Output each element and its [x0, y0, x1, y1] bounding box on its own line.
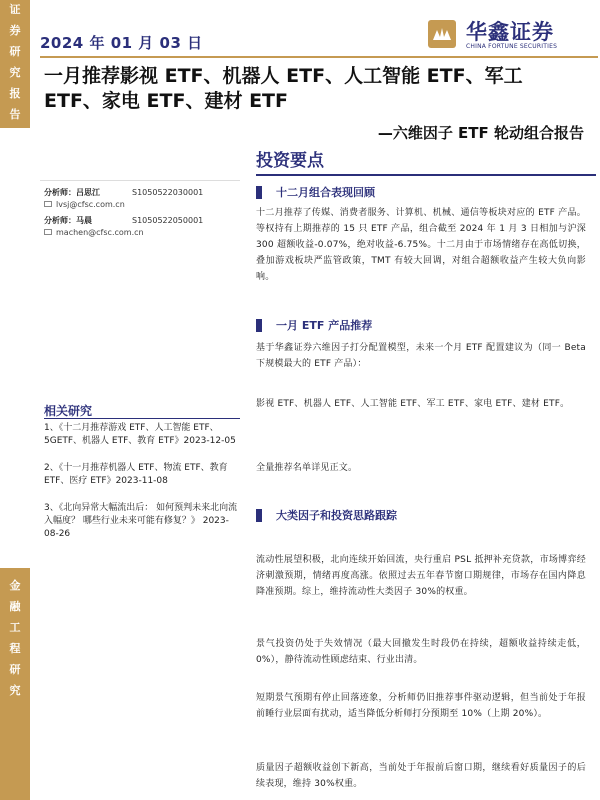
section-heading: 大类因子和投资思路跟踪: [256, 506, 397, 524]
logo-text-en: CHINA FORTUNE SECURITIES: [466, 43, 558, 50]
header-rule: [40, 56, 598, 58]
paragraph: 流动性展望积极，北向连续开始回流，央行重启 PSL 抵押补充贷款，市场博弈经济刺激预期，情绪再度高涨。依照过去五年春节窗口期规律，市场存在国内降息降准预期。综上，维持流动性大类因子 30%的权重。: [256, 555, 586, 597]
analyst-block-1: [44, 186, 244, 210]
sidebar: [0, 0, 30, 800]
company-logo: [428, 16, 598, 52]
sidebar-label-top: 证 券 研 究 报 告: [9, 3, 21, 121]
mail-icon: [44, 229, 52, 235]
analyst-name: 分析师：吕思江: [44, 187, 100, 197]
sidebar-label-bottom: 金 融 工 程 研 究: [9, 579, 21, 697]
related-item[interactable]: 2、《十一月推荐机器人 ETF、物流 ETF、教育 ETF、医疗 ETF》2023-11-08: [44, 463, 228, 486]
paragraph: 基于华鑫证券六维因子打分配置模型，未来一个月 ETF 配置建议为（同一 Beta 下规模最大的 ETF 产品）：: [256, 343, 586, 369]
paragraph: 短期景气预期有停止回落迹象，分析师仍旧推荐事件驱动逻辑，但当前处于年报前睡行业层面有扰动，适当降低分析师打分预期至 10%（上期 20%）。: [256, 693, 586, 719]
related-research-title: 相关研究: [44, 404, 93, 418]
analyst-email[interactable]: lvsj@cfsc.com.cn: [56, 199, 125, 209]
paragraph: 影视 ETF、机器人 ETF、人工智能 ETF、军工 ETF、家电 ETF、建材 ETF。: [256, 399, 570, 409]
paragraph: 质量因子超额收益创下新高，当前处于年报前后窗口期，继续看好质量因子的后续表现，维持 30%权重。: [256, 763, 586, 789]
report-date: 2024 年 01 月 03 日: [40, 34, 203, 52]
section-bar-icon: [256, 319, 262, 332]
paragraph: 十二月推荐了传媒、消费者服务、计算机、机械、通信等板块对应的 ETF 产品。等权持有上期推荐的 15 只 ETF 产品，组合截至 2024 年 1 月 3 日相加与沪深 300 超额收益-0.07%，绝对收益-6.75%。十二月由于市场情绪存在高低切换，叠加游戏板块严监管政策，TMT 有较大回调，对组合超额收益产生较大负向影响。: [256, 208, 586, 282]
report-subtitle: —六维因子 ETF 轮动组合报告: [377, 124, 584, 142]
section-bar-icon: [256, 186, 262, 199]
analyst-cert: S1050522030001: [132, 187, 204, 197]
related-item[interactable]: 1、《十二月推荐游戏 ETF、人工智能 ETF、5GETF、机器人 ETF、教育 ETF》2023-12-05: [44, 423, 236, 446]
paragraph: 景气投资仍处于失效情况（最大回撤发生时段仍在持续，超额收益持续走低，0%），静待流动性顾虑结束、行业出清。: [256, 639, 586, 665]
section-heading: 十二月组合表现回顾: [256, 183, 375, 201]
analyst-block-2: [44, 214, 244, 238]
analyst-email[interactable]: machen@cfsc.com.cn: [56, 227, 144, 237]
section-bar-icon: [256, 509, 262, 522]
logo-text-cn: 华鑫证券: [466, 20, 554, 44]
report-title: 一月推荐影视 ETF、机器人 ETF、人工智能 ETF、军工 ETF、家电 ETF、建材 ETF: [44, 65, 523, 112]
mail-icon: [44, 201, 52, 207]
paragraph: 全量推荐名单详见正文。: [256, 463, 358, 473]
logo-emblem-icon: [428, 20, 456, 48]
related-research-rule: [44, 418, 240, 419]
key-points-heading: 投资要点: [256, 151, 324, 171]
analyst-cert: S1050522050001: [132, 215, 204, 225]
key-points-rule: [256, 174, 596, 176]
section-heading: 一月 ETF 产品推荐: [256, 316, 372, 334]
analyst-name: 分析师：马晨: [44, 215, 92, 225]
related-item[interactable]: 3、《北向异常大幅流出后： 如何预判未来北向流入幅度？ 哪些行业未来可能有修复？》 2023-08-26: [44, 503, 238, 539]
analyst-divider: [40, 180, 240, 181]
